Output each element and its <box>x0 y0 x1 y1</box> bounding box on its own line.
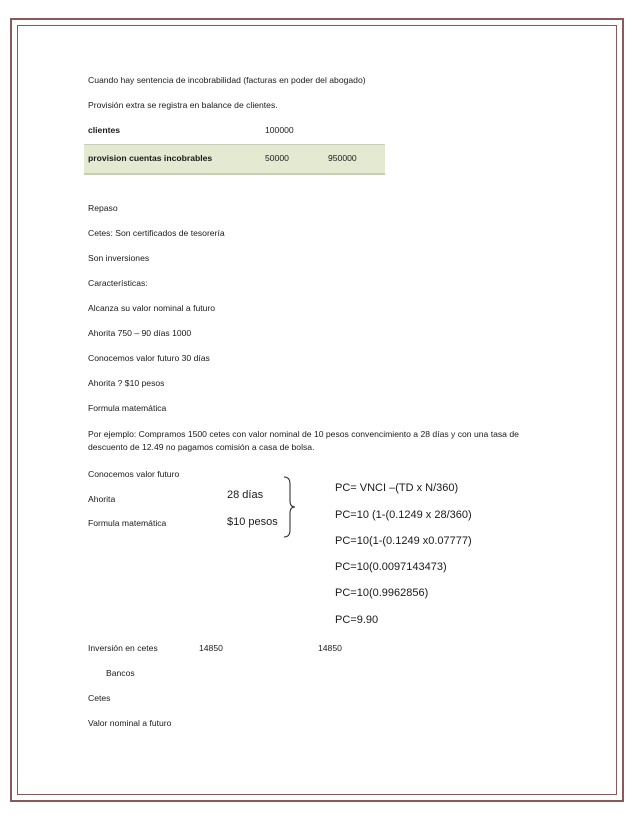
line-conocemos-vf: Conocemos valor futuro <box>88 469 180 479</box>
line-ahorita-750: Ahorita 750 – 90 días 1000 <box>88 328 192 338</box>
formula-line-1: PC= VNCI –(TD x N/360) <box>335 482 459 494</box>
line-ahorita: Ahorita <box>88 494 116 504</box>
value-pesos: $10 pesos <box>227 516 278 528</box>
curly-brace-icon <box>282 476 298 538</box>
inversion-debit: 14850 <box>199 643 223 653</box>
line-formula-2: Formula matemática <box>88 518 167 528</box>
line-alcanza: Alcanza su valor nominal a futuro <box>88 303 216 313</box>
table-row1-label: clientes <box>88 125 121 135</box>
formula-line-6: PC=9.90 <box>335 614 379 626</box>
formula-line-2: PC=10 (1-(0.1249 x 28/360) <box>335 509 472 521</box>
line-caracteristicas: Características: <box>88 278 148 288</box>
line-valor-nominal: Valor nominal a futuro <box>88 718 172 728</box>
line-cetes-def: Cetes: Son certificados de tesorería <box>88 228 225 238</box>
line-inversiones: Son inversiones <box>88 253 150 263</box>
formula-line-3: PC=10(1-(0.1249 x0.07777) <box>335 535 472 547</box>
line-conocemos-30: Conocemos valor futuro 30 días <box>88 353 210 363</box>
line-provision-extra: Provisión extra se registra en balance de clientes. <box>88 100 278 110</box>
inversion-credit: 14850 <box>318 643 342 653</box>
line-bancos: Bancos <box>106 668 135 678</box>
line-formula-1: Formula matemática <box>88 403 167 413</box>
inversion-label: Inversión en cetes <box>88 643 158 653</box>
line-ahorita-q: Ahorita ? $10 pesos <box>88 378 165 388</box>
table-row1-col1: 100000 <box>265 125 294 135</box>
table-row2-col1: 50000 <box>265 153 289 163</box>
line-repaso: Repaso <box>88 203 118 213</box>
formula-line-5: PC=10(0.9962856) <box>335 587 429 599</box>
line-sentencia: Cuando hay sentencia de incobrabilidad (facturas en poder del abogado) <box>88 75 366 85</box>
table-row2-label: provision cuentas incobrables <box>88 153 213 163</box>
line-cetes: Cetes <box>88 693 111 703</box>
paragraph-ejemplo: Por ejemplo: Compramos 1500 cetes con valor nominal de 10 pesos convencimiento a 28 días y con una tasa de descuento de 12.49 no pagamos comisión a casa de bolsa. <box>88 429 519 452</box>
formula-line-4: PC=10(0.0097143473) <box>335 561 447 573</box>
table-row2-col2: 950000 <box>328 153 357 163</box>
value-dias: 28 días <box>227 489 264 501</box>
